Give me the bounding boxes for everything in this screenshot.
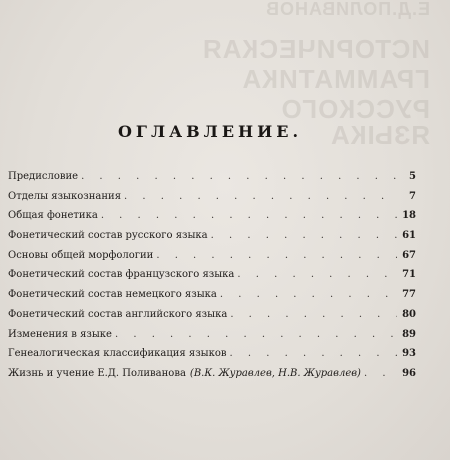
toc-entry-title: Отделы языкознания <box>8 190 122 202</box>
toc-entry-page: 61 <box>402 230 416 242</box>
toc-entry-title: Фонетический состав немецкого языка <box>8 289 217 301</box>
leader-dots <box>211 226 397 246</box>
table-of-contents <box>8 167 416 384</box>
toc-entry-page: 7 <box>409 190 416 202</box>
toc-entry-title: Предисловие <box>8 171 79 182</box>
toc-entry-title: Фонетический состав русского языка <box>8 230 208 242</box>
leader-dots <box>124 187 397 207</box>
toc-entry <box>8 187 416 207</box>
toc-entry <box>8 344 416 364</box>
leader-dots <box>230 305 397 325</box>
bleed-author: Е.Д.ПОЛИВАНОВ <box>265 0 430 19</box>
leader-dots <box>81 167 397 187</box>
toc-entry <box>8 167 416 187</box>
toc-entry-page: 80 <box>402 308 416 320</box>
leader-dots <box>230 344 397 364</box>
toc-entry <box>8 246 416 266</box>
toc-entry-page: 5 <box>409 171 416 182</box>
toc-entry-page: 93 <box>402 348 416 360</box>
toc-entry-page: 18 <box>402 210 416 222</box>
toc-entry <box>8 364 416 384</box>
toc-entry-page: 77 <box>402 289 416 301</box>
leader-dots <box>220 285 397 305</box>
toc-entry-title: Основы общей морфологии <box>8 249 154 261</box>
toc-entry <box>8 305 416 325</box>
leader-dots <box>364 364 397 384</box>
toc-entry-title: Жизнь и учение Е.Д. Поливанова <box>8 367 186 379</box>
toc-entry-title: Фонетический состав французского языка <box>8 269 235 281</box>
leader-dots <box>115 325 397 345</box>
page-title: ОГЛАВЛЕНИЕ. <box>117 122 303 141</box>
toc-entry-title: Общая фонетика <box>8 210 98 222</box>
leader-dots <box>237 265 397 285</box>
toc-entry-title: Генеалогическая классификация языков <box>8 348 227 360</box>
toc-entry-page: 71 <box>402 269 416 281</box>
toc-entry <box>8 226 416 246</box>
toc-entry <box>8 285 416 305</box>
toc-entry-page: 96 <box>402 367 416 379</box>
toc-entry <box>8 206 416 226</box>
bleed-title-line: ГРАММАТИКА <box>241 64 430 94</box>
toc-entry-page: 67 <box>402 249 416 261</box>
toc-entry-page: 89 <box>402 328 416 340</box>
toc-entry <box>8 325 416 345</box>
toc-entry-title: Изменения в языке <box>8 328 112 340</box>
toc-entry-authors: (В.К. Журавлев, Н.В. Журавлев) <box>189 367 361 379</box>
toc-entry <box>8 265 416 285</box>
leader-dots <box>156 246 397 266</box>
bleed-title-line: ИСТОРИЧЕСКАЯ <box>201 34 430 64</box>
bleed-title-line: РУССКОГО ЯЗЫКА <box>280 94 430 150</box>
toc-entry-title: Фонетический состав английского языка <box>8 308 228 320</box>
leader-dots <box>101 206 397 226</box>
